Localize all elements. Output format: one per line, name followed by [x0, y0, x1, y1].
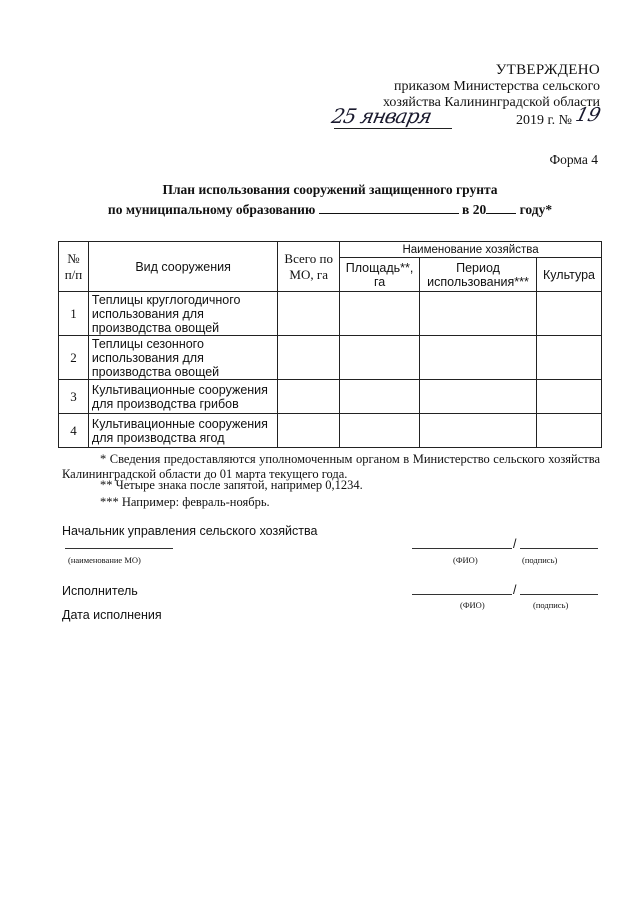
mo-caption: (наименование МО): [68, 555, 141, 565]
cell-period: [420, 414, 537, 448]
approved-line-1: приказом Министерства сельского: [394, 78, 600, 94]
row-num: 3: [59, 380, 89, 414]
table-row: [59, 336, 602, 380]
footnote-3: *** Например: февраль-ноябрь.: [100, 495, 270, 509]
date-underline: [334, 128, 452, 129]
title-prefix: по муниципальному образованию: [107, 202, 316, 217]
executor-fio-line: [412, 594, 512, 595]
header-area: Площадь**, га: [340, 258, 420, 292]
row-num: 2: [59, 336, 89, 380]
row-structure-type: Культивационные сооружения для производства ягод: [88, 414, 277, 448]
plan-table: [58, 241, 602, 448]
chief-fio-caption: (ФИО): [453, 555, 478, 565]
executor-slash: /: [513, 583, 517, 597]
handwritten-date: 25 января: [329, 103, 434, 128]
cell-area: [340, 336, 420, 380]
cell-crop: [537, 414, 602, 448]
form-label: Форма 4: [549, 152, 598, 167]
handwritten-order-number: 19: [573, 103, 603, 126]
cell-area: [340, 380, 420, 414]
header-total: Всего по МО, га: [278, 242, 340, 292]
approved-date-row: [329, 103, 603, 134]
chief-sign-caption: (подпись): [522, 555, 558, 565]
chief-fio-line: [412, 548, 512, 549]
approved-line-2: хозяйства Калининградской области: [382, 95, 600, 110]
cell-crop: [537, 336, 602, 380]
row-structure-type: Теплицы круглогодичного использования для производства овощей: [88, 292, 277, 336]
document-title-line-1: План использования сооружений защищенного грунта: [162, 182, 498, 197]
footnote-1-text: * Сведения предоставляются уполномоченным органом в Министерство сельского хозяйства Калининградской области до 01 марта текущего года.: [62, 452, 600, 481]
cell-total: [278, 292, 340, 336]
cell-crop: [537, 292, 602, 336]
cell-area: [340, 292, 420, 336]
row-num: 1: [59, 292, 89, 336]
cell-total: [278, 336, 340, 380]
municipality-blank: [319, 201, 459, 214]
header-period: Период использования***: [420, 258, 537, 292]
cell-period: [420, 292, 537, 336]
header-num: № п/п: [59, 242, 89, 292]
executor-fio-caption: (ФИО): [460, 600, 485, 610]
table-row: [59, 380, 602, 414]
cell-total: [278, 414, 340, 448]
title-year-prefix: в 20: [462, 202, 487, 217]
cell-total: [278, 380, 340, 414]
document-title-line-2: [40, 201, 620, 218]
table-row: [59, 414, 602, 448]
header-structure-type: Вид сооружения: [88, 242, 277, 292]
title-suffix: году*: [519, 202, 553, 217]
executor-label: Исполнитель: [62, 584, 138, 598]
row-num: 4: [59, 414, 89, 448]
year-number-label: 2019 г. №: [515, 112, 572, 128]
header-farm-name: Наименование хозяйства: [340, 242, 602, 258]
row-structure-type: Культивационные сооружения для производства грибов: [88, 380, 277, 414]
table-row: [59, 292, 602, 336]
execution-date-label: Дата исполнения: [62, 608, 162, 622]
mo-name-line: [65, 548, 173, 549]
chief-label: Начальник управления сельского хозяйства: [62, 524, 318, 538]
cell-period: [420, 336, 537, 380]
executor-sign-caption: (подпись): [533, 600, 569, 610]
chief-sign-line: [520, 548, 598, 549]
cell-area: [340, 414, 420, 448]
footnote-2: ** Четыре знака после запятой, например 0,1234.: [100, 478, 363, 492]
chief-slash: /: [513, 537, 517, 551]
year-blank: [486, 201, 516, 214]
approved-header: УТВЕРЖДЕНО: [495, 62, 600, 78]
cell-crop: [537, 380, 602, 414]
approval-block: [329, 62, 603, 134]
row-structure-type: Теплицы сезонного использования для производства овощей: [88, 336, 277, 380]
cell-period: [420, 380, 537, 414]
executor-sign-line: [520, 594, 598, 595]
header-crop: Культура: [537, 258, 602, 292]
